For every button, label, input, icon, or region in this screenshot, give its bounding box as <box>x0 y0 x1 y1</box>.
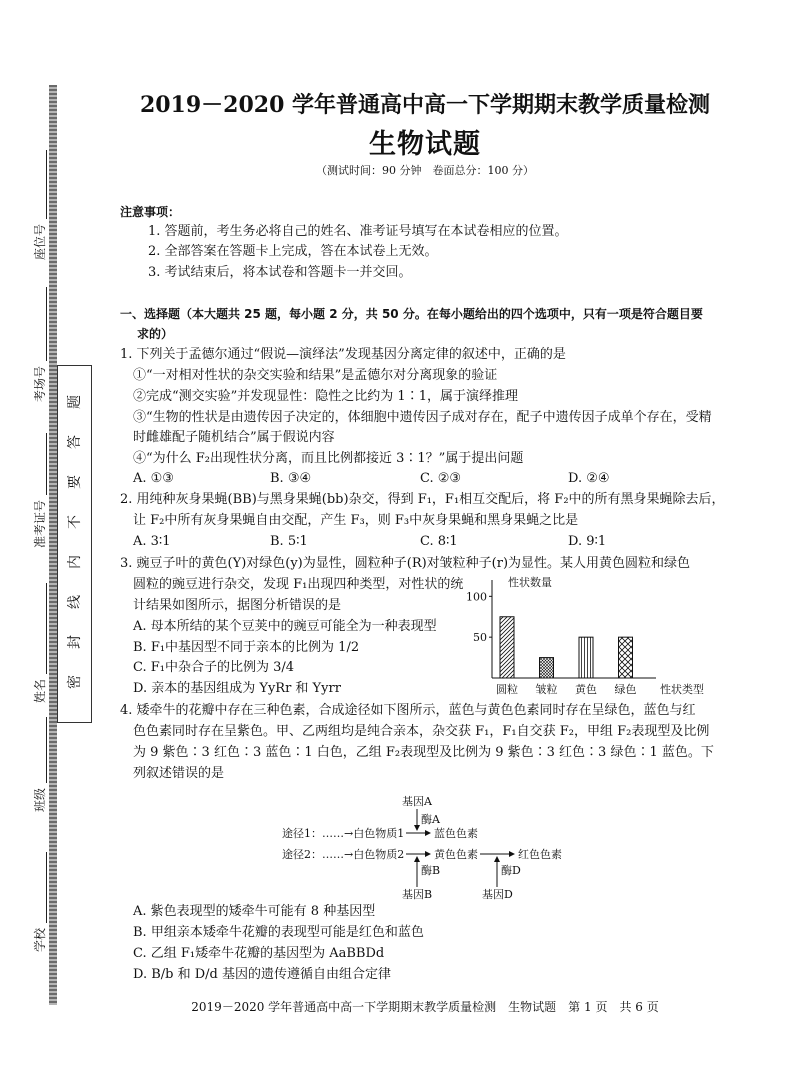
section-heading-cont: 求的） <box>137 327 174 341</box>
seat-field <box>33 150 47 260</box>
seal-char: 答 <box>67 435 83 449</box>
name-label: 姓名 <box>33 678 47 703</box>
q3-option-a: A. 母本所结的某个豆荚中的豌豆可能全为一种表现型 <box>133 619 437 634</box>
school-label: 学校 <box>33 927 47 952</box>
q1-statement-2: ②完成“测交实验”并发现显性：隐性之比约为 1∶1，属于演绎推理 <box>133 389 518 404</box>
q2-stem-cont: 让 F₂中所有灰身果蝇自由交配，产生 F₃，则 F₃中灰身果蝇和黑身果蝇之比是 <box>133 513 579 528</box>
q3-trait-bar-chart <box>460 572 722 698</box>
q2-option-c: C. 8∶1 <box>420 534 458 549</box>
seat-label: 座位号 <box>33 223 47 260</box>
q1-statement-1: ①“一对相对性状的杂交实验和结果”是孟德尔对分离现象的验证 <box>133 368 498 383</box>
binding-cut-line <box>49 85 57 1005</box>
q3-option-d: D. 亲本的基因组成为 YyRr 和 Yyrr <box>133 681 341 696</box>
room-blank <box>36 287 47 361</box>
q4-stem-cont-2: 为 9 紫色∶3 红色∶3 蓝色∶1 白色，乙组 F₂表现型及比例为 9 紫色∶3 红色∶3 绿色∶1 蓝色。下 <box>133 745 714 760</box>
notice-item-3: 3. 考试结束后，将本试卷和答题卡一并交回。 <box>148 265 412 280</box>
exam-id-field <box>33 433 47 548</box>
q1-option-c: C. ②③ <box>420 471 462 486</box>
seal-char: 要 <box>67 475 83 489</box>
exam-title: 2019－2020 学年普通高中高一下学期期末教学质量检测 <box>139 92 711 118</box>
chart-y-tick-label: 100 <box>466 590 487 604</box>
q4-stem: 4. 矮牵牛的花瓣中存在三种色素，合成途径如下图所示，蓝色与黄色色素同时存在呈绿色，蓝色与红 <box>120 703 696 718</box>
q4-option-d: D. B/b 和 D/d 基因的遗传遵循自由组合定律 <box>133 967 392 982</box>
school-blank <box>36 852 47 923</box>
seal-notice-text <box>67 382 83 702</box>
q2-option-a: A. 3∶1 <box>133 534 171 549</box>
room-label: 考场号 <box>33 365 47 402</box>
seat-blank <box>36 150 47 219</box>
room-field <box>33 287 47 402</box>
pathway-2-label: 途径2：……→白色物质2 <box>282 848 405 861</box>
chart-bar <box>540 658 554 678</box>
q3-stem-cont-2: 计结果如图所示，据图分析错误的是 <box>133 598 342 613</box>
chart-bar <box>579 637 593 678</box>
chart-x-label: 性状类型 <box>660 683 704 696</box>
q4-option-c: C. 乙组 F₁矮牵牛花瓣的基因型为 AaBBDd <box>133 946 385 961</box>
exam-id-label: 准考证号 <box>33 499 47 548</box>
q4-stem-cont-3: 列叙述错误的是 <box>133 766 225 781</box>
gene-b-label: 基因B <box>402 888 433 901</box>
blue-pigment-label: 蓝色色素 <box>434 827 478 840</box>
q3-option-b: B. F₁中基因型不同于亲本的比例为 1/2 <box>133 640 360 655</box>
class-label: 班级 <box>33 787 47 812</box>
enzyme-b-label: 酶B <box>421 864 441 877</box>
notice-item-2: 2. 全部答案在答题卡上完成，答在本试卷上无效。 <box>148 244 438 259</box>
class-blank <box>36 717 47 783</box>
exam-id-blank <box>36 433 47 495</box>
enzyme-a-label: 酶A <box>421 813 440 826</box>
q1-option-b: B. ③④ <box>270 471 312 486</box>
q1-statement-4: ④“为什么 F₂出现性状分离，而且比例都接近 3∶1？”属于提出问题 <box>133 451 524 466</box>
q1-option-a: A. ①③ <box>133 471 174 486</box>
seal-char: 题 <box>67 395 83 409</box>
q4-option-a: A. 紫色表现型的矮牵牛可能有 8 种基因型 <box>133 904 376 919</box>
q4-option-b: B. 甲组亲本矮牵牛花瓣的表现型可能是红色和蓝色 <box>133 925 424 940</box>
seal-char: 线 <box>67 595 83 609</box>
seal-char: 内 <box>67 555 83 569</box>
chart-bar <box>500 617 514 678</box>
name-field <box>33 583 47 703</box>
pathway-1-label: 途径1：……→白色物质1 <box>282 827 405 840</box>
notice-heading: 注意事项： <box>120 205 181 219</box>
chart-category-label: 圆粒 <box>496 683 518 696</box>
notice-item-1: 1. 答题前，考生务必将自己的姓名、准考证号填写在本试卷相应的位置。 <box>148 224 568 239</box>
gene-d-label: 基因D <box>482 888 513 901</box>
exam-time-note: （测试时间：90 分钟 卷面总分：100 分） <box>316 164 534 177</box>
q4-stem-cont-1: 色色素同时存在呈紫色。甲、乙两组均是纯合亲本，杂交获 F₁，F₁自交获 F₂，甲组 F₂表现型及比例 <box>133 724 710 739</box>
q2-option-d: D. 9∶1 <box>568 534 607 549</box>
chart-y-tick-label: 50 <box>473 631 487 645</box>
q2-option-b: B. 5∶1 <box>270 534 308 549</box>
enzyme-d-label: 酶D <box>501 864 521 877</box>
name-blank <box>36 583 47 674</box>
q1-option-d: D. ②④ <box>568 471 610 486</box>
chart-category-label: 黄色 <box>575 683 597 696</box>
q3-option-c: C. F₁中杂合子的比例为 3/4 <box>133 660 295 675</box>
q4-pathway-diagram <box>278 790 578 902</box>
seal-char: 不 <box>67 515 83 529</box>
gene-a-label: 基因A <box>402 795 432 808</box>
q3-stem: 3. 豌豆子叶的黄色(Y)对绿色(y)为显性，圆粒种子(R)对皱粒种子(r)为显性。某人用黄色圆粒和绿色 <box>120 556 691 571</box>
chart-y-label: 性状数量 <box>508 576 552 589</box>
red-pigment-label: 红色色素 <box>518 848 562 861</box>
subject-title: 生物试题 <box>369 129 481 160</box>
seal-char: 封 <box>67 635 83 649</box>
section-heading: 一、选择题（本大题共 25 题，每小题 2 分，共 50 分。在每小题给出的四个选项中，只有一项是符合题目要 <box>120 307 703 321</box>
chart-category-label: 皱粒 <box>535 683 558 696</box>
q1-statement-3-cont: 时雌雄配子随机结合”属于假说内容 <box>133 430 335 445</box>
seal-char: 密 <box>67 675 83 689</box>
q1-statement-3: ③“生物的性状是由遗传因子决定的，体细胞中遗传因子成对存在，配子中遗传因子成单个存在，受精 <box>133 410 712 425</box>
page-footer: 2019－2020 学年普通高中高一下学期期末教学质量检测 生物试题 第 1 页 共 6 页 <box>191 1000 659 1014</box>
chart-bar <box>619 637 633 678</box>
q1-stem: 1. 下列关于孟德尔通过“假说—演绎法”发现基因分离定律的叙述中，正确的是 <box>120 347 566 362</box>
class-field <box>33 717 47 812</box>
q3-stem-cont-1: 圆粒的豌豆进行杂交，发现 F₁出现四种类型，对性状的统 <box>133 577 464 592</box>
chart-category-label: 绿色 <box>614 683 637 696</box>
q2-stem: 2. 用纯种灰身果蝇(BB)与黑身果蝇(bb)杂交，得到 F₁，F₁相互交配后，将 F₂中的所有黑身果蝇除去后， <box>120 492 725 507</box>
school-field <box>33 852 47 952</box>
yellow-pigment-label: 黄色色素 <box>434 848 478 861</box>
